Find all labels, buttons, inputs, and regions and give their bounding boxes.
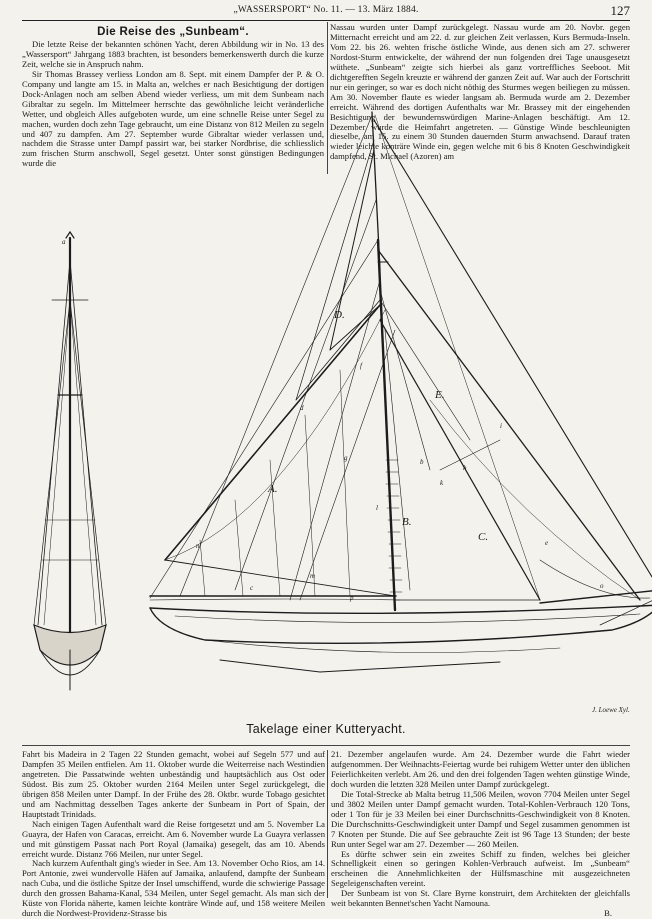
sail-label-B: B. (402, 516, 412, 528)
small-label: c (250, 584, 254, 592)
running-rigging (150, 115, 500, 600)
front-view-mast (34, 232, 106, 690)
small-label: g (344, 454, 348, 462)
paragraph: Fahrt bis Madeira in 2 Tagen 22 Stunden gemacht, wobei auf Segeln 577 und auf Dampfen 35 Meilen entfielen. Am 11. Oktober wurde die Weiterreise nach Westindien angetreten. Die Passatwinde wehten unbeständig und hauptsächlich aus Ost oder Südost. Bis zum 25. Oktober wurden 2164 Meilen unter Segel zurückgelegt, die übrigen 858 Meilen unter Dampf. In der Frühe des 28. Oktbr. wurde Tobago gesichtet und am Nachmittag desselben Tages ankerte der Sunbeam in Port of Spain, der Hauptstadt Trinidads. (22, 749, 325, 819)
paragraph: Sir Thomas Brassey verliess London am 8. Sept. mit einem Dampfer der P. & O. Company und langte am 15. in Malta an, welches er nach Besichtigung der dortigen Dock-Anlagen noch am selben Abend wieder verliess, um mit dem Sunbeam nach Gibraltar zu segeln. Im Mittelmeer herrschte das gewöhnliche leicht veränderliche Wetter, und obgleich Alles aufgeboten wurde, um eine schnelle Reise unter Segel zu machen, wurden doch zehn Tage gebraucht, um eine Distanz von 812 Meilen zu segeln und 407 zu dampfen. Am 27. September wurde Gibraltar wieder verlassen und, nachdem die Strasse unter Dampf passirt war, bei starker Nordbrise, die schliesslich zum frischen Sturm anschwoll, Segel gesetzt. Unter sonst günstigen Bedingungen wurde die (22, 68, 324, 169)
small-label: e (545, 539, 549, 547)
mainsail-A (150, 305, 396, 596)
paragraph: Nassau wurden unter Dampf zurückgelegt. Nassau wurde am 20. Novbr. gegen Mitternacht erreicht und am 22. d. zur gleichen Zeit verlassen, Kurs Bermuda-Inseln. Vom 22. bis 26. wehten frische östliche Winde, aus denen sich am 27. schwerer Nordost-Sturm entwickelte, der während der nun folgenden drei Tage unausgesetzt wüthete. „Sunbeam“ zeigte sich hierbei als ganz vortreffliches Seeboot. Mit dichtgerefften Segeln kreuzte er während der ganzen Zeit auf. War auch der Fortschritt nur ein geringer, so war es doch nicht nöthig des Sturmes wegen beiliegen zu müssen. Am 30. November flaute es wieder langsam ab. Bermuda wurde am 2. Dezember erreicht. Während des dortigen Aufenthalts war Mr. Brassey mit der eingehenden Besichtigung der bewundernswürdigen Marine-Anlagen beschäftigt. Am 12. Dezember wurde die Heimfahrt angetreten. — Günstige Winde beschleunigten dieselbe, am 15. zu einem 30 Stunden dauernden Sturm anwachsend. Darauf traten wieder leichte konträre Winde ein, gegen welche mit 6 bis 8 Knoten Geschwindigkeit dampfend, St. Michael (Azoren) am (330, 22, 630, 162)
jib-C-and-E (374, 115, 652, 600)
small-label: n (196, 542, 200, 550)
topsail-D (296, 140, 380, 400)
article-title: Die Reise des „Sunbeam“. (97, 26, 249, 38)
small-label: d (300, 404, 304, 412)
side-view-mast (372, 112, 402, 610)
small-label: h (463, 464, 467, 472)
small-label: k (440, 479, 444, 487)
small-label: a (62, 238, 66, 246)
running-title: „WASSERSPORT“ No. 11. — 13. März 1884. (233, 5, 419, 15)
small-label: f (360, 362, 362, 370)
paragraph: Nach einigen Tagen Aufenthalt ward die Reise fortgesetzt und am 5. November La Guayra, der Hafen von Caracas, erreicht. Am 6. November wurde La Guayra verlassen und mit günstigem Passat nach Port Royal (Jamaika) gesegelt, das am 10. Abends erreicht wurde. Distanz 766 Meilen, nur unter Segel. (22, 818, 325, 859)
paragraph: Die Total-Strecke ab Malta betrug 11,506 Meilen, wovon 7704 Meilen unter Segel und 3802 Meilen unter Dampf gemacht wurden. Total-Kohlen-Verbrauch 120 Tons, oder 1 Ton für je 33 Meilen bei einer Durchschnitts-Geschwindigkeit von 8 Knoten. Die Durchschnitts-Geschwindigkeit unter Dampf und Segel zusammen genommen ist 7 Knoten per Stunde. Die auf See gebrauchte Zeit ist 96 Tage 13 Stunden; der beste Run unter Segel war am 27. Dezember — 260 Meilen. (331, 788, 630, 849)
paragraph: Die letzte Reise der bekannten schönen Yacht, deren Abbildung wir in No. 13 des „Wassersport“ Jahrgang 1883 brachten, ist besonders bemerkenswerth durch die kurze Zeit, welche sie in Anspruch nahm. (22, 38, 324, 69)
small-label: o (600, 582, 604, 590)
article-column-right-bottom (331, 749, 630, 919)
sail-label-C: C. (478, 531, 489, 543)
paragraph: Nach kurzem Aufenthalt ging's wieder in See. Am 13. November Ocho Rios, am 14. Port Antonie, zwei wundervolle Häfen auf Jamaika, anlaufend, dampfte der Sunbeam nach Cuba, und die östliche Spitze der Insel umschiffend, wurde die schwierige Passage durch den grossen Bahama-Kanal, 534 Meilen, unter Segel gemacht. Als man sich der Küste von Florida näherte, kamen leichte konträre Winde auf, und 158 weitere Meilen durch die Nordwest-Providenz-Strasse bis (22, 858, 325, 919)
author-signature: B. (604, 908, 612, 919)
small-label: i (500, 422, 502, 430)
figure-caption: Takelage einer Kutteryacht. (246, 722, 406, 736)
column-divider-bottom (327, 750, 328, 898)
sail-label-D: D. (334, 309, 345, 321)
paragraph: 21. Dezember angelaufen wurde. Am 24. Dezember wurde die Fahrt wieder aufgenommen. Der Weihnachts-Feiertag wurde bei ruhigem Wetter unter den üblichen Feierlichkeiten verlebt. Am 26. und den drei folgenden Tagen wehten günstige Winde, doch wurden die letzten 328 Meilen unter Dampf zurückgelegt. (331, 749, 630, 789)
article-column-left-bottom (22, 749, 325, 919)
paragraph: Der Sunbeam ist von St. Clare Byrne konstruirt, dem Architekten der gleichfalls weit bekannten Bennet'schen Yacht Namouna. (331, 888, 630, 909)
side-view-hull (150, 590, 652, 672)
caption-rule (22, 745, 630, 746)
small-label: b (420, 458, 424, 466)
sail-label-E: E. (435, 389, 445, 401)
engraver-signature: J. Loewe Xyl. (592, 706, 630, 714)
paragraph: Es dürfte schwer sein ein zweites Schiff zu finden, welches bei gleicher Schnelligkeit einen so geringen Kohlen-Verbrauch aufweist. Im „Sunbeam“ erscheinen die Annehmlichkeiten der Hülfsmaschine mit ausgezeichneten Segeleigenschaften vereint. (331, 848, 630, 889)
page-number: 127 (610, 3, 630, 18)
small-label: p (350, 594, 354, 602)
small-label: m (310, 572, 316, 580)
sail-label-A: A. (268, 483, 278, 495)
small-label: l (376, 504, 378, 512)
